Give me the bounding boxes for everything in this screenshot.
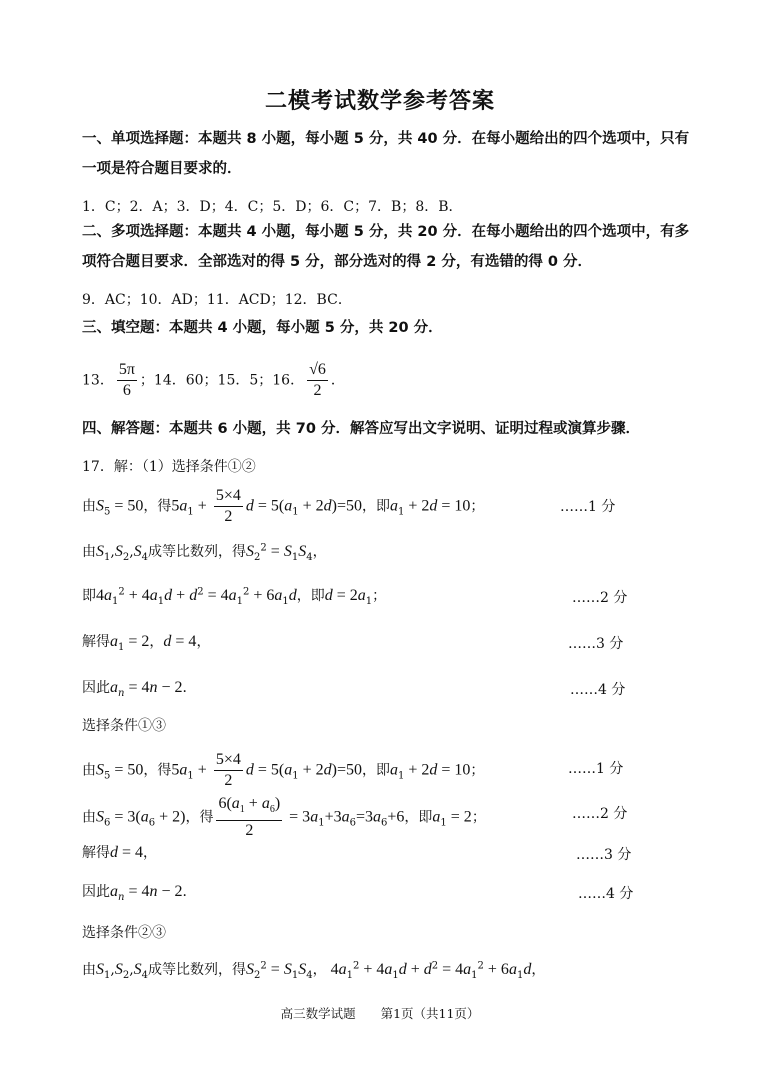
eq-line-6: 由$S_5 = 50$，得$5a_1$ + $\frac{5\times 4}{2}$ $d = 5(a_1 + 2d)=50$，即$a_1 + 2d = 10$； [82,751,485,789]
eq-line-4: 解得$a_1 = 2$，d = 4， [82,633,211,653]
eq-line-3: 即$4a_1^2 + 4a_1d + d^2 = 4a_1^2 + 6a_1d$，即$d = 2a_1$； [82,586,387,607]
eq-line-5: 因此$a_n = 4n - 2$． [82,679,197,699]
score-1b: ……1 分 [568,761,624,777]
section3-header: 三、填空题：本题共 4 小题，每小题 5 分，共 20 分． [82,320,443,336]
eq-line-1: 由$S_5 = 50$，得$5a_1$ + $\frac{5\times 4}{2}$ $d = 5(a_1 + 2d)=50$，即$a_1 + 2d = 10$； [82,487,485,525]
condition-23: 选择条件②③ [82,925,166,941]
eq-line-10: 由$S_1,S_2,S_4$成等比数列，得$S_2^2 = S_1S_4$， $4a_1^2 + 4a_1d + d^2 = 4a_1^2 + 6a_1d$， [82,960,546,981]
page-title: 二模考试数学参考答案 [264,89,495,114]
q17-intro: 17．解：（1）选择条件①② [82,459,256,475]
section1-answers: 1．C；2．A；3．D；4．C；5．D；6．C；7．B；8．B． [82,199,463,215]
q14-q15-text: ；14．60；15．5；16． [139,372,305,389]
q16-numerator: √6 [307,360,328,381]
q13-numerator: 5π [117,360,137,381]
q13-denominator: 6 [122,382,131,399]
score-2: ……2 分 [572,590,628,606]
score-4b: ……4 分 [578,886,634,902]
section3-answers [82,360,345,401]
eq-line-2: 由$S_1,S_2,S_4$成等比数列，得$S_2^2 = S_1S_4$， [82,542,327,563]
score-3: ……3 分 [568,636,624,652]
section2-header: 二、多项选择题：本题共 4 小题，每小题 5 分，共 20 分．在每小题给出的四个选项中，有多项符合题目要求．全部选对的得 5 分，部分选对的得 2 分，有选错的得 0 分． [82,224,690,270]
q16-fraction [307,360,328,401]
score-2b: ……2 分 [572,806,628,822]
score-4: ……4 分 [570,682,626,698]
q13-fraction [117,360,137,401]
eq-line-7: 由$S_6 = 3(a_6 + 2)$，得 $\frac{6(a_1 + a_6)}{2}$ = $3a_1+3a_6=3a_6+6$，即$a_1 = 2$； [82,795,486,840]
page-footer: 高三数学试题 第1页（共11页） [280,1006,480,1021]
condition-13: 选择条件①③ [82,718,166,734]
section4-header: 四、解答题：本题共 6 小题，共 70 分．解答应写出文字说明、证明过程或演算步骤． [82,421,640,437]
eq-line-9: 因此$a_n = 4n - 2$． [82,883,197,903]
section2-answers: 9．AC；10．AD；11．ACD；12．BC． [82,292,352,308]
q13-label: 13． [82,372,114,389]
q16-end: ． [330,372,345,389]
score-3b: ……3 分 [576,847,632,863]
q16-denominator: 2 [313,382,322,399]
score-1: ……1 分 [560,499,616,515]
eq-line-8: 解得d = 4， [82,844,158,861]
section1-header: 一、单项选择题：本题共 8 小题，每小题 5 分，共 40 分．在每小题给出的四个选项中，只有一项是符合题目要求的． [82,131,690,177]
